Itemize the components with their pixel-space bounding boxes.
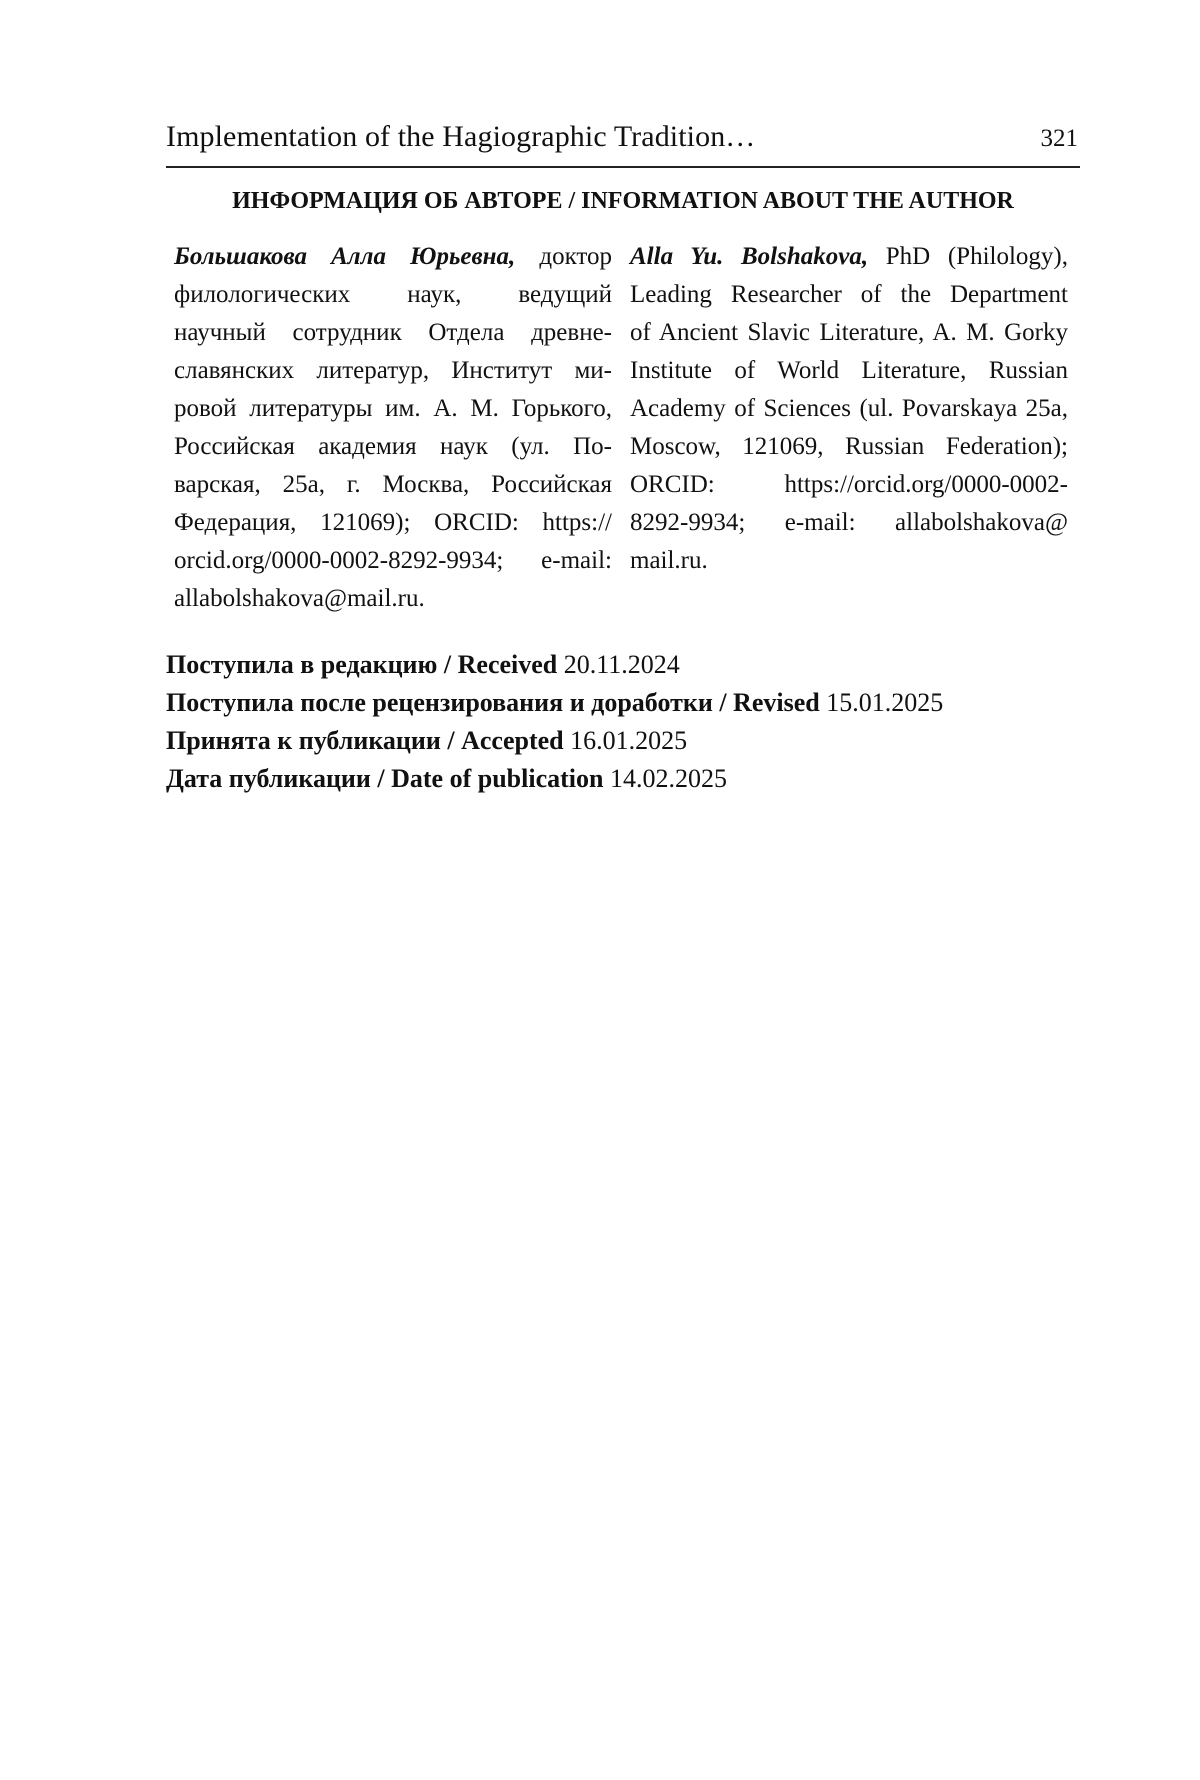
date-label: Принята к публикации / Accepted [166, 726, 564, 755]
date-received [166, 646, 1080, 684]
date-revised [166, 684, 1080, 722]
publication-dates [166, 646, 1080, 798]
author-name-en: Alla Yu. Bolshakova, [630, 243, 869, 270]
page-number: 321 [1040, 125, 1078, 152]
text-line: Федерация, 121069); ORCID: https:// [174, 509, 612, 536]
text-line [630, 238, 1068, 276]
date-label: Дата публикации / Date of publication [166, 764, 604, 793]
author-info-russian [174, 238, 612, 618]
text-line: allabolshakova@mail.ru. [174, 585, 425, 612]
text-line: 8292-9934; e-mail: allabolshakova@ [630, 509, 1068, 536]
date-value: 16.01.2025 [563, 726, 688, 755]
running-title: Implementation of the Hagiographic Tradition… [166, 120, 756, 153]
text-line: orcid.org/0000-0002-8292-9934; e-mail: [174, 547, 612, 574]
text-line: варская, 25а, г. Москва, Российская [174, 471, 612, 498]
text-line: of Ancient Slavic Literature, A. M. Gorky [630, 319, 1068, 346]
text-line: Institute of World Literature, Russian [630, 357, 1068, 384]
date-accepted [166, 722, 1080, 760]
text-fragment: PhD (Philology), [868, 243, 1068, 270]
running-header [166, 118, 1080, 168]
text-line: ровой литературы им. А. М. Горького, [174, 395, 612, 422]
text-line [174, 238, 612, 276]
date-label: Поступила в редакцию / Received [166, 650, 558, 679]
text-line: Российская академия наук (ул. По- [174, 433, 612, 460]
text-line: Academy of Sciences (ul. Povarskaya 25a, [630, 395, 1068, 422]
section-heading: ИНФОРМАЦИЯ ОБ АВТОРЕ / INFORMATION ABOUT THE AUTHOR [232, 188, 1014, 214]
text-line: mail.ru. [630, 547, 708, 574]
text-line: научный сотрудник Отдела древне- [174, 319, 612, 346]
date-label: Поступила после рецензирования и доработки / Revised [166, 688, 820, 717]
date-value: 20.11.2024 [557, 650, 680, 679]
text-fragment: доктор [515, 243, 612, 270]
text-line: Leading Researcher of the Department [630, 281, 1068, 308]
text-line: славянских литератур, Институт ми- [174, 357, 612, 384]
author-name-ru: Большакова Алла Юрьевна, [174, 243, 516, 270]
date-value: 14.02.2025 [603, 764, 727, 793]
text-line: ORCID: https://orcid.org/0000-0002- [630, 471, 1068, 498]
date-value: 15.01.2025 [819, 688, 944, 717]
author-info-english [630, 238, 1068, 580]
text-line: филологических наук, ведущий [174, 281, 612, 308]
text-line: Moscow, 121069, Russian Federation); [630, 433, 1068, 460]
date-published [166, 760, 1080, 798]
